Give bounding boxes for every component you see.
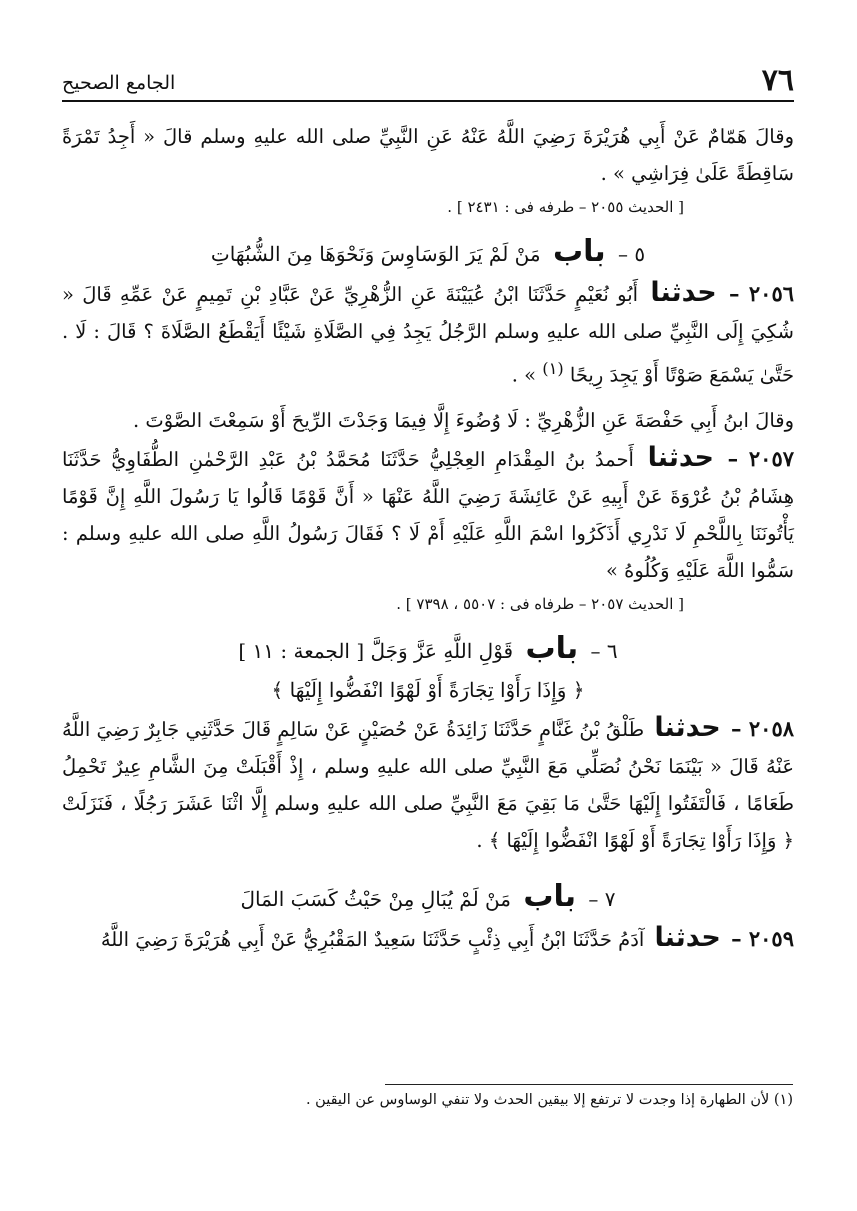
hadith-2058	[62, 709, 794, 859]
hadith-text: آدَمُ حَدَّثَنَا ابْنُ أَبِي ذِئْبٍ حَدَّثَنَا سَعِيدٌ المَقْبُرِيُّ عَنْ أَبِي هُرَيْرَةَ رَضِيَ اللَّهُ	[100, 927, 645, 951]
hadith-number: ٢٠٥٦ –	[728, 281, 795, 306]
hadith-number: ٢٠٥٧ –	[727, 445, 795, 471]
hadith-reference: [ الحديث ٢٠٥٧ – طرفاه فى : ٥٥٠٧ ، ٧٣٩٨ ] .	[396, 594, 684, 613]
hadith-end: » .	[511, 363, 537, 387]
hadith-text: طَلْقُ بْنُ غَنَّامٍ حَدَّثَنَا زَائِدَةُ عَنْ حُصَيْنٍ عَنْ سَالِمٍ قَالَ حَدَّثَنِي جَابِرٌ رَضِيَ اللَّهُ عَنْهُ قَالَ « بَيْنَمَا نَحْنُ نُصَلِّي مَعَ النَّبِيِّ صلى الله عليهِ وسلم ، إِذْ أَقْبَلَتْ مِنَ الشَّامِ عِيرٌ تَحْمِلُ طَعَامًا ، فَالْتَفَتُوا إِلَيْهَا حَتَّىٰ مَا بَقِيَ مَعَ النَّبِيِّ صلى الله عليهِ وسلم إِلَّا اثْنَا عَشَرَ رَجُلًا ، فَنَزَلَتْ ﴿ وَإِذَا رَأَوْا تِجَارَةً أَوْ لَهْوًا انْفَضُّوا إِلَيْهَا ﴾ .	[62, 717, 794, 852]
haddathana-label: حدثنا	[654, 711, 721, 743]
chapter-number: ٥ –	[618, 242, 646, 266]
chapter-bab-label: باب	[525, 630, 579, 666]
paragraph-hammam: وقالَ هَمّامٌ عَنْ أَبِي هُرَيْرَةَ رَضِيَ اللَّهُ عَنْهُ عَنِ النَّبِيِّ صلى الله عليهِ وسلم قالَ « أَجِدُ تَمْرَةً سَاقِطَةً عَلَىٰ فِرَاشِي » .	[62, 125, 794, 185]
haddathana-label: حدثنا	[647, 441, 714, 473]
chapter-heading-6	[62, 629, 794, 671]
hadith-text: أَبُو نُعَيْمٍ حَدَّثَنَا ابْنُ عُيَيْنَةَ عَنِ الزُّهْرِيِّ عَنْ عَبَّادِ بْنِ تَمِيمٍ عَنْ عَمِّهِ قَالَ « شُكِيَ إِلَى النَّبِيِّ صلى الله عليهِ وسلم الرَّجُلُ يَجِدُ فِي الصَّلَاةِ شَيْئًا أَيَقْطَعُ الصَّلَاةَ ؟ قَالَ : لَا . حَتَّىٰ يَسْمَعَ صَوْتًا أَوْ يَجِدَ رِيحًا	[62, 283, 794, 387]
footnote-marker: (١)	[542, 359, 564, 378]
hadith-2056	[62, 274, 794, 394]
haddathana-label: حدثنا	[650, 277, 717, 308]
chapter-title: مَنْ لَمْ يَرَ الوَسَاوِسَ وَنَحْوَهَا مِنَ الشُّبُهَاتِ	[210, 242, 541, 266]
page-header	[62, 58, 794, 102]
hadith-number: ٢٠٥٩ –	[731, 925, 794, 951]
chapter-number: ٧ –	[588, 886, 616, 911]
chapter-bab-label: باب	[523, 878, 577, 914]
hadith-2057	[62, 439, 794, 589]
book-title: الجامع الصحيح	[62, 72, 176, 94]
chapter-bab-label: باب	[552, 234, 606, 269]
paragraph-ibn-abi-hafsa: وقالَ ابنُ أَبِي حَفْصَةَ عَنِ الزُّهْرِيِّ : لَا وُضُوءَ إِلَّا فِيمَا وَجَدْتَ الرِّيحَ أَوْ سَمِعْتَ الصَّوْتَ .	[133, 408, 794, 432]
quran-verse: ﴿ وَإِذَا رَأَوْا تِجَارَةً أَوْ لَهْوًا انْفَضُّوا إِلَيْهَا ﴾	[271, 677, 585, 702]
hadith-text: أَحمدُ بنُ المِقْدَامِ العِجْلِيُّ حَدَّثَنَا مُحَمَّدُ بْنُ عَبْدِ الرَّحْمٰنِ الطُّفَاوِيُّ حَدَّثَنَا هِشَامُ بْنُ عُرْوَةَ عَنْ أَبِيهِ عَنْ عَائِشَةَ رَضِيَ اللَّهُ عَنْهَا « أَنَّ قَوْمًا قَالُوا يَا رَسُولَ اللَّهِ إِنَّ قَوْمًا يَأْتُونَنَا بِاللَّحْمِ لَا نَدْرِي أَذَكَرُوا اسْمَ اللَّهِ عَلَيْهِ أَمْ لَا ؟ فَقَالَ رَسُولُ اللَّهِ صلى الله عليهِ وسلم : سَمُّوا اللَّهَ عَلَيْهِ وَكُلُوهُ »	[62, 447, 794, 582]
haddathana-label: حدثنا	[654, 921, 721, 953]
footnote-divider	[385, 1084, 793, 1085]
chapter-number: ٦ –	[590, 638, 618, 663]
footnote: (١) لأن الطهارة إذا وجدت لا ترتفع إلا بيقين الحدث ولا تنفي الوساوس عن اليقين .	[305, 1092, 793, 1108]
chapter-title: قَوْلِ اللَّهِ عَزَّ وَجَلَّ [ الجمعة : ١١ ]	[238, 638, 514, 663]
chapter-title: مَنْ لَمْ يُبَالِ مِنْ حَيْثُ كَسَبَ المَالَ	[240, 886, 511, 911]
hadith-number: ٢٠٥٨ –	[731, 715, 795, 741]
hadith-2059	[62, 919, 794, 958]
chapter-heading-7	[62, 877, 794, 919]
chapter-heading-5	[62, 232, 794, 274]
hadith-reference: [ الحديث ٢٠٥٥ – طرفه فى : ٢٤٣١ ] .	[447, 198, 684, 216]
page-body	[62, 118, 794, 958]
page-number: ٧٦	[761, 63, 794, 98]
